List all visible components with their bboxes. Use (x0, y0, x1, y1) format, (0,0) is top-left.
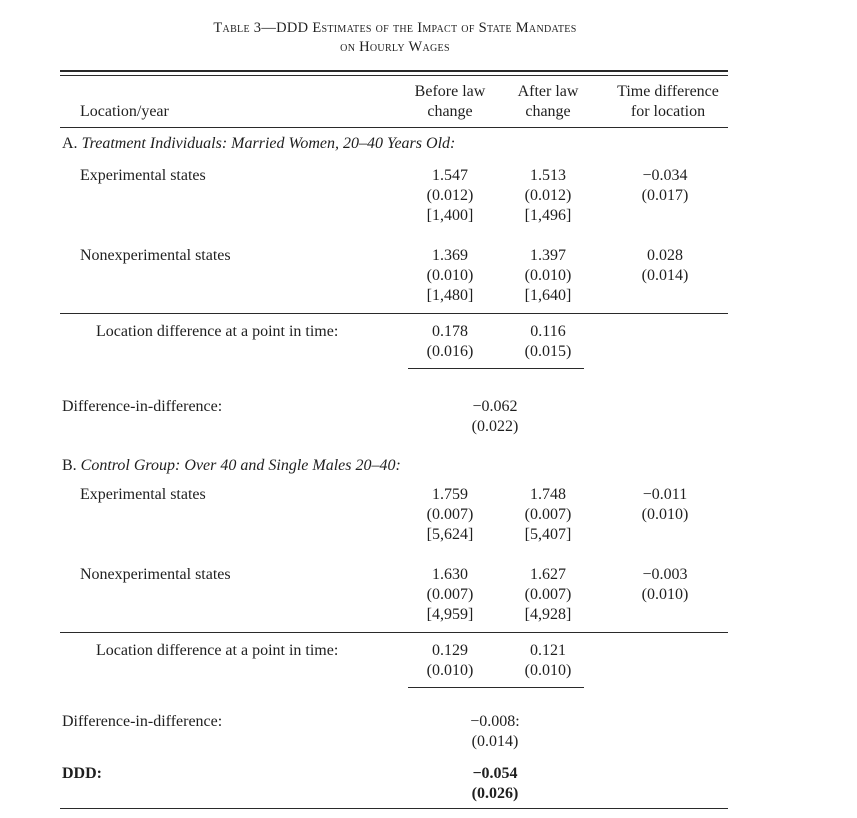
cell-se: (0.010) (641, 586, 689, 603)
cell-did (445, 397, 545, 437)
cell-value: −0.034 (642, 167, 688, 184)
cell-se: (0.007) (524, 586, 572, 603)
header-time-line2: for location (630, 103, 706, 120)
row-label: Difference-in-difference: (62, 398, 223, 415)
cell-value: 0.028 (647, 247, 683, 264)
difference-rule (408, 687, 584, 688)
panel-b-title: Control Group: Over 40 and Single Males 20–40: (80, 457, 401, 474)
cell-time (620, 166, 710, 206)
cell-se: (0.010) (426, 267, 474, 284)
header-time-line1: Time difference (617, 83, 719, 100)
cell-after (498, 166, 598, 226)
cell-value: 1.759 (432, 486, 468, 503)
cell-se: (0.007) (524, 506, 572, 523)
row-label: Nonexperimental states (80, 566, 231, 583)
cell-se: (0.014) (471, 733, 519, 750)
cell-n: [1,640] (524, 287, 572, 304)
difference-rule (408, 368, 584, 369)
cell-n: [5,624] (426, 526, 474, 543)
cell-se: (0.012) (426, 187, 474, 204)
panel-b-heading (62, 456, 401, 476)
row-label: Location difference at a point in time: (96, 323, 339, 340)
row-label: Experimental states (80, 486, 206, 503)
cell-time (620, 565, 710, 605)
cell-time (620, 246, 710, 286)
cell-n: [4,959] (426, 606, 474, 623)
cell-se: (0.010) (641, 506, 689, 523)
cell-value: 0.129 (432, 642, 468, 659)
cell-value: 1.627 (530, 566, 566, 583)
cell-before (400, 246, 500, 306)
cell-after (498, 565, 598, 625)
cell-before (400, 641, 500, 681)
cell-se: (0.010) (426, 662, 474, 679)
ddd-label: DDD: (62, 765, 102, 782)
table-title-line2: on Hourly Wages (340, 39, 450, 55)
top-rule (60, 70, 728, 72)
cell-value: −0.062 (472, 398, 518, 415)
cell-se: (0.026) (471, 785, 519, 802)
subtotal-rule (60, 632, 728, 633)
panel-a-title: Treatment Individuals: Married Women, 20–40 Years Old: (81, 135, 456, 152)
cell-time (620, 485, 710, 525)
cell-se: (0.022) (471, 418, 519, 435)
cell-value: −0.008: (470, 713, 520, 730)
cell-se: (0.017) (641, 187, 689, 204)
cell-value: −0.054 (472, 765, 518, 782)
cell-value: 0.116 (530, 323, 566, 340)
panel-a-letter: A. (62, 135, 78, 152)
cell-n: [1,480] (426, 287, 474, 304)
cell-value: 1.547 (432, 167, 468, 184)
subtotal-rule (60, 313, 728, 314)
cell-value: 1.369 (432, 247, 468, 264)
header-after-line2: change (525, 103, 571, 120)
cell-n: [5,407] (524, 526, 572, 543)
header-time (606, 82, 730, 122)
cell-value: 1.513 (530, 167, 566, 184)
row-label: Location difference at a point in time: (96, 642, 339, 659)
panel-b-letter: B. (62, 457, 77, 474)
cell-se: (0.007) (426, 506, 474, 523)
table-title-line1: Table 3—DDD Estimates of the Impact of State Mandates (213, 20, 577, 36)
cell-se: (0.007) (426, 586, 474, 603)
cell-n: [4,928] (524, 606, 572, 623)
cell-before (400, 322, 500, 362)
cell-after (498, 641, 598, 681)
cell-value: −0.003 (642, 566, 688, 583)
row-label: Nonexperimental states (80, 247, 231, 264)
cell-se: (0.010) (524, 662, 572, 679)
cell-did (445, 712, 545, 752)
cell-value: 1.748 (530, 486, 566, 503)
cell-before (400, 565, 500, 625)
header-rule (60, 127, 728, 128)
cell-se: (0.010) (524, 267, 572, 284)
header-before (400, 82, 500, 122)
cell-value: 0.121 (530, 642, 566, 659)
cell-after (498, 485, 598, 545)
cell-after (498, 322, 598, 362)
cell-ddd (445, 764, 545, 804)
cell-n: [1,400] (426, 207, 474, 224)
cell-se: (0.014) (641, 267, 689, 284)
cell-value: 0.178 (432, 323, 468, 340)
cell-after (498, 246, 598, 306)
header-after (498, 82, 598, 122)
cell-value: −0.011 (642, 486, 688, 503)
cell-before (400, 485, 500, 545)
header-before-line2: change (427, 103, 473, 120)
cell-n: [1,496] (524, 207, 572, 224)
bottom-rule (60, 808, 728, 809)
panel-a-heading (62, 134, 455, 154)
cell-se: (0.016) (426, 343, 474, 360)
header-before-line1: Before law (414, 83, 486, 100)
cell-se: (0.015) (524, 343, 572, 360)
cell-value: 1.397 (530, 247, 566, 264)
cell-before (400, 166, 500, 226)
header-location: Location/year (80, 103, 169, 120)
cell-value: 1.630 (432, 566, 468, 583)
cell-se: (0.012) (524, 187, 572, 204)
row-label: Experimental states (80, 167, 206, 184)
row-label: Difference-in-difference: (62, 713, 223, 730)
top-rule-secondary (60, 75, 728, 76)
header-after-line1: After law (517, 83, 579, 100)
